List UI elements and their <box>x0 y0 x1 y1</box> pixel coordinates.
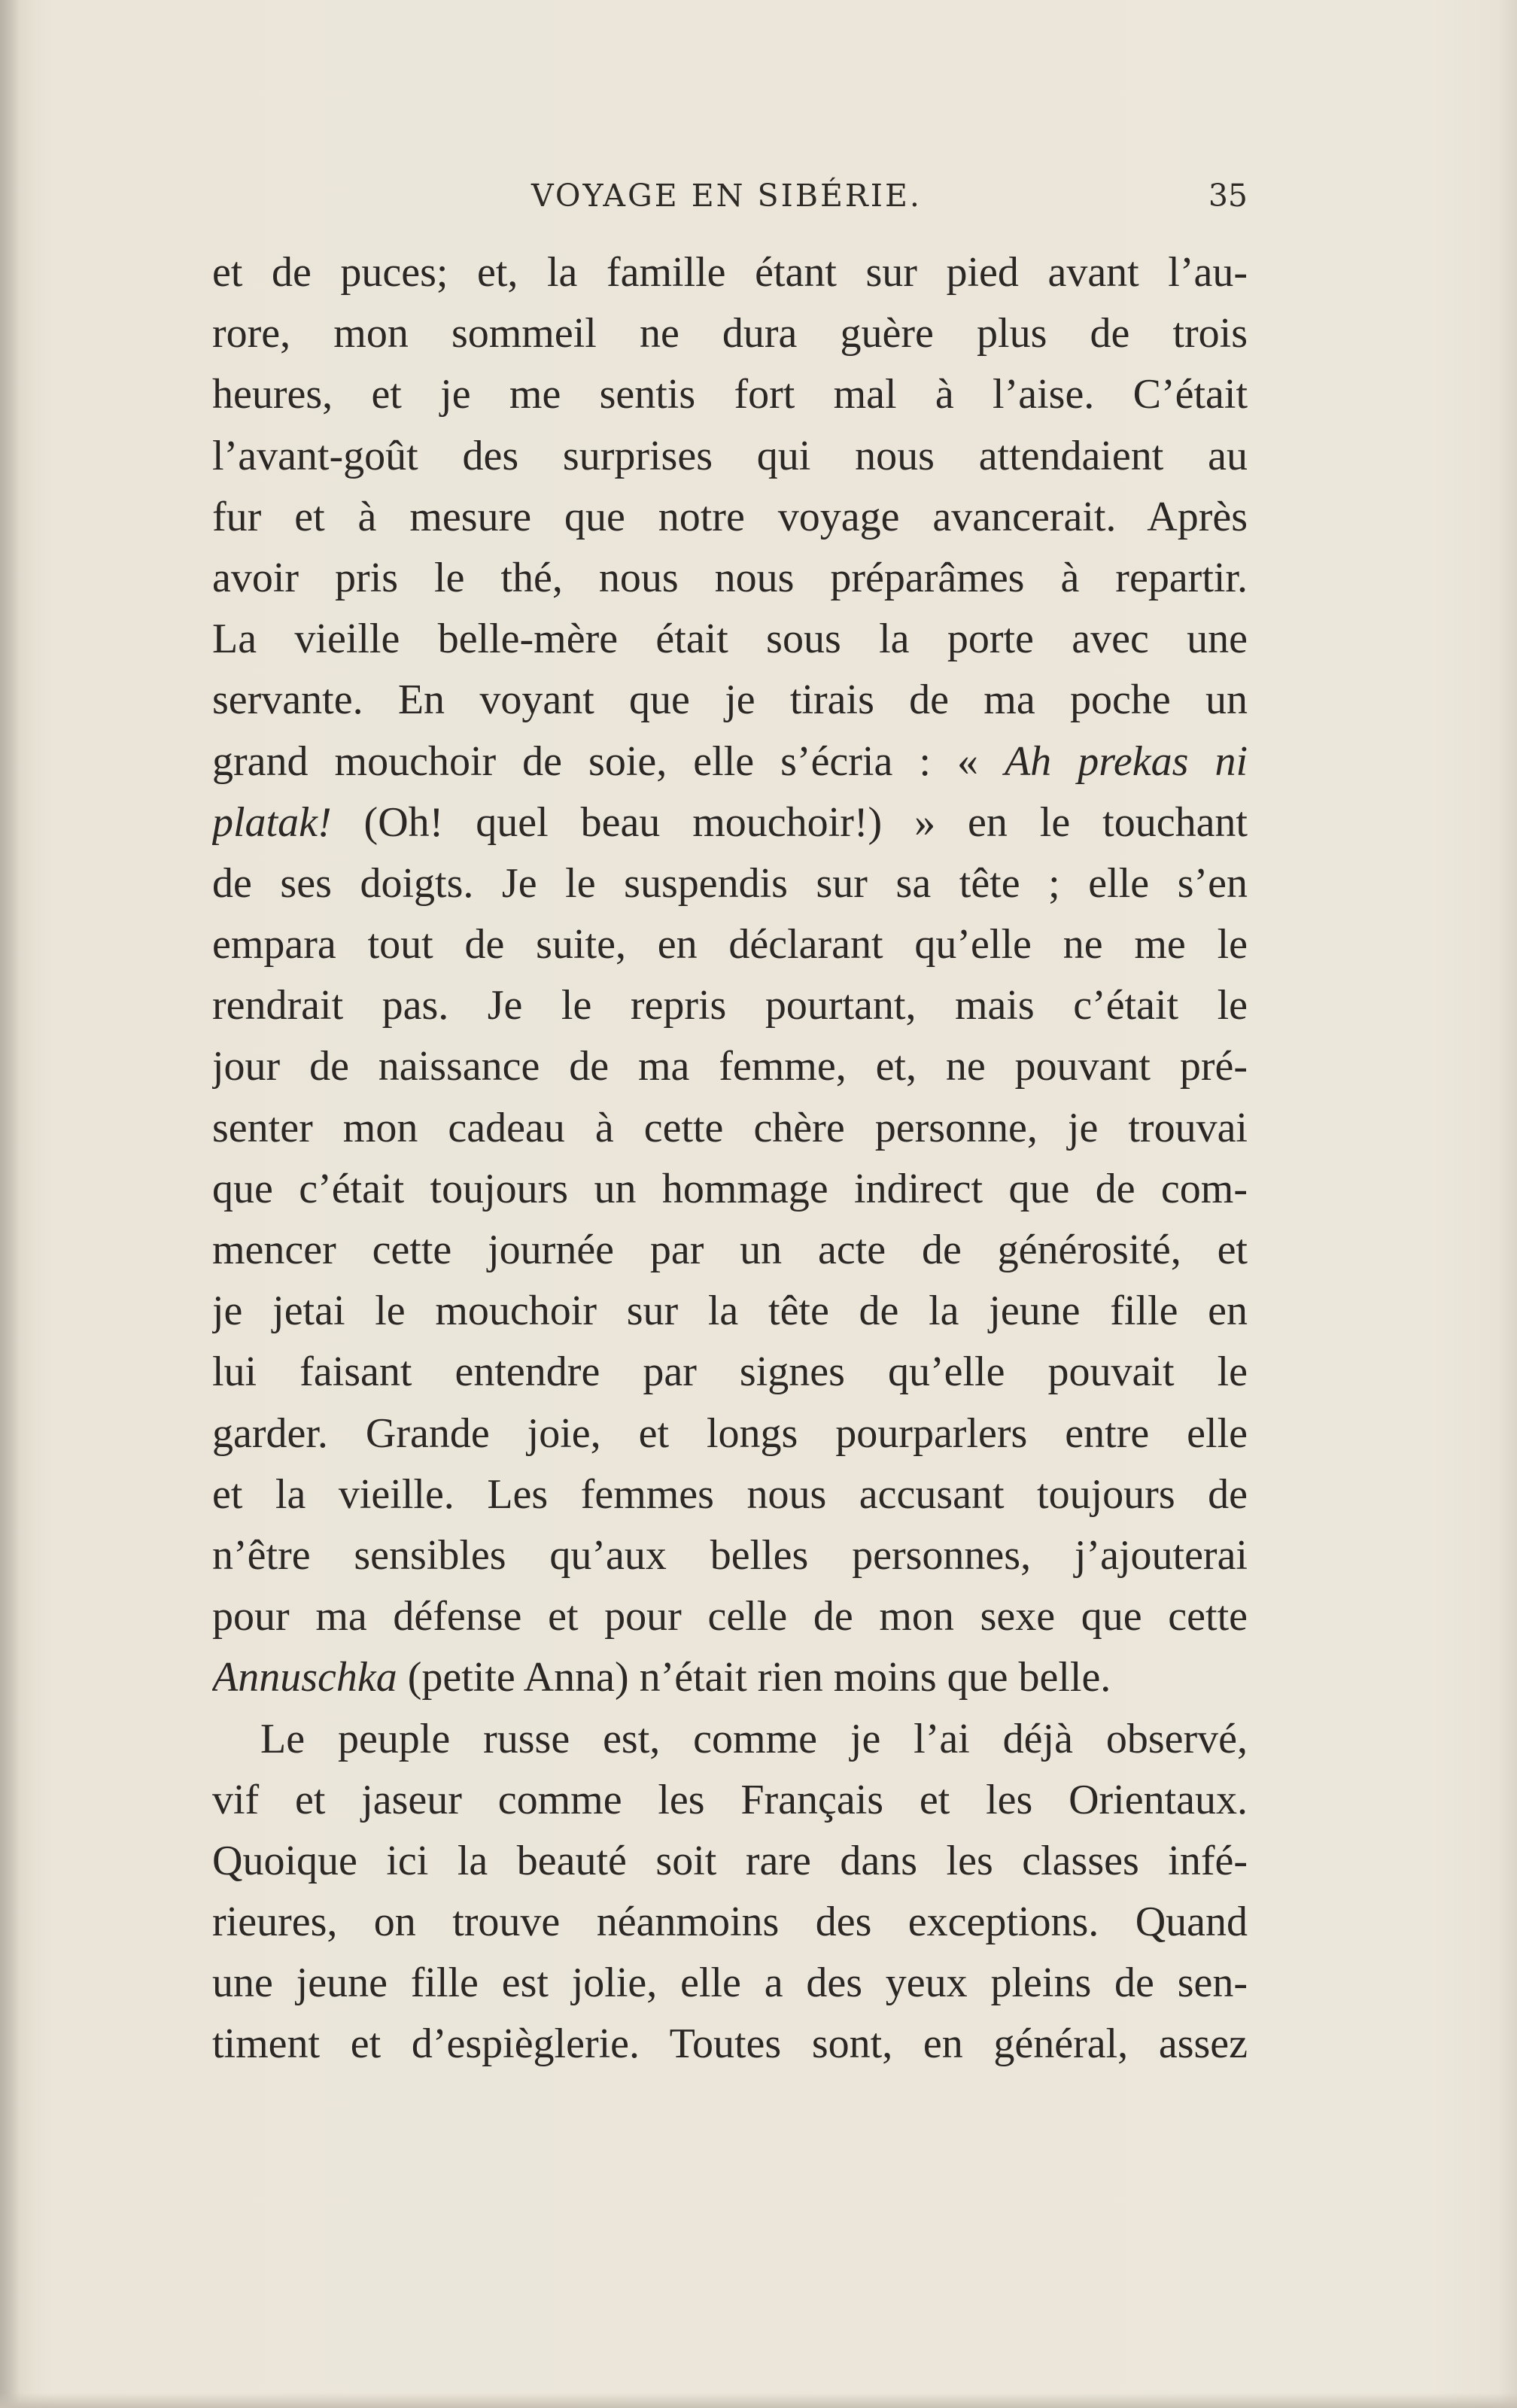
italic-phrase: platak! <box>212 798 332 846</box>
page-header <box>212 175 1248 223</box>
paragraph-end-line: Annuschka (petite Anna) n’était rien moins que belle. <box>212 1654 1111 1701</box>
text-line: n’être sensibles qu’aux belles personnes, j’ajouterai <box>212 1531 1248 1579</box>
text-line: et de puces; et, la famille étant sur pied avant l’au- <box>212 249 1248 296</box>
text-line: senter mon cadeau à cette chère personne, je trouvai <box>212 1104 1248 1151</box>
page-bottom-edge <box>0 2393 1517 2408</box>
text-line: je jetai le mouchoir sur la tête de la jeune fille en <box>212 1288 1248 1335</box>
text-line: rieures, on trouve néanmoins des exceptions. Quand <box>212 1899 1248 1946</box>
text-line: garder. Grande joie, et longs pourparlers entre elle <box>212 1409 1248 1457</box>
text-line: jour de naissance de ma femme, et, ne pouvant pré- <box>212 1043 1248 1090</box>
text-line: servante. En voyant que je tirais de ma poche un <box>212 676 1248 724</box>
text-line: une jeune fille est jolie, elle a des yeux pleins de sen- <box>212 1960 1248 2007</box>
text-line: Quoique ici la beauté soit rare dans les classes infé- <box>212 1837 1248 1884</box>
text-line: de ses doigts. Je le suspendis sur sa tête ; elle s’en <box>212 859 1248 907</box>
text-line: heures, et je me sentis fort mal à l’aise. C’était <box>212 371 1248 418</box>
text-line: avoir pris le thé, nous nous préparâmes à repartir. <box>212 554 1248 601</box>
text-line: vif et jaseur comme les Français et les Orientaux. <box>212 1776 1248 1823</box>
body-text <box>212 242 1248 2075</box>
text-line: rore, mon sommeil ne dura guère plus de trois <box>212 310 1248 357</box>
text-line: et la vieille. Les femmes nous accusant toujours de <box>212 1470 1248 1518</box>
text-line: grand mouchoir de soie, elle s’écria : « Ah prekas ni <box>212 737 1248 785</box>
text-line: platak! (Oh! quel beau mouchoir!) » en le touchant <box>212 798 1248 846</box>
gutter-shadow <box>0 0 20 2408</box>
text-line: mencer cette journée par un acte de générosité, et <box>212 1227 1248 1273</box>
text-line: fur et à mesure que notre voyage avancerait. Après <box>212 493 1248 540</box>
text-line: lui faisant entendre par signes qu’elle pouvait le <box>212 1348 1248 1396</box>
text-line: que c’était toujours un hommage indirect que de com- <box>212 1165 1248 1212</box>
paragraph-start-line: Le peuple russe est, comme je l’ai déjà observé, <box>260 1715 1248 1762</box>
text-line: rendrait pas. Je le repris pourtant, mais c’était le <box>212 982 1248 1029</box>
text-line: empara tout de suite, en déclarant qu’elle ne me le <box>212 921 1248 968</box>
running-title: VOYAGE EN SIBÉRIE. <box>531 178 922 214</box>
text-line: timent et d’espièglerie. Toutes sont, en général, assez <box>212 2020 1248 2068</box>
page-number: 35 <box>1208 178 1248 214</box>
text-line: pour ma défense et pour celle de mon sexe que cette <box>212 1593 1248 1640</box>
italic-phrase: Ah prekas ni <box>1004 737 1248 785</box>
text-line: l’avant-goût des surprises qui nous attendaient au <box>212 432 1248 479</box>
italic-phrase: Annuschka <box>212 1654 397 1701</box>
text-line: La vieille belle-mère était sous la porte avec une <box>212 616 1248 663</box>
